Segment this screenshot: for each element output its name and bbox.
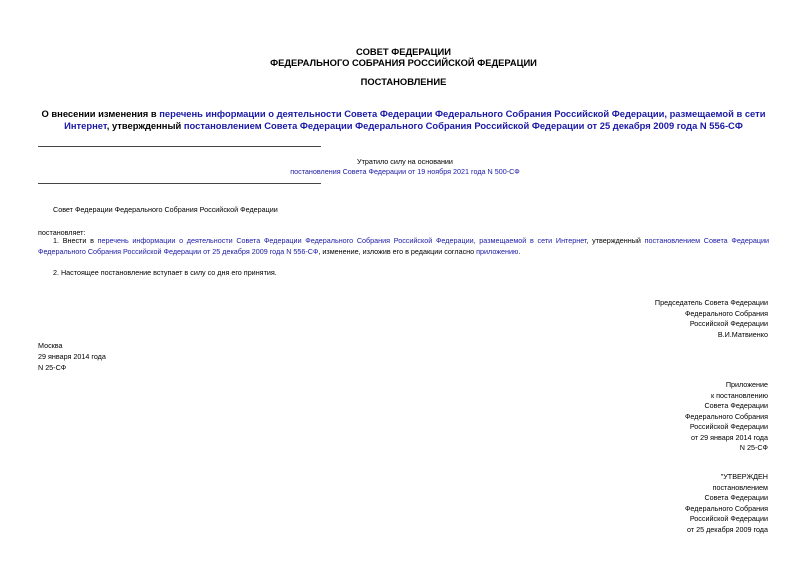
clause-1: [38, 236, 769, 257]
place-date-block: [38, 340, 106, 373]
resolves-text: постановляет:: [38, 228, 86, 237]
appendix-block: [685, 380, 768, 454]
appendix-line2: к постановлению: [710, 390, 768, 400]
appendix-line1: Приложение: [725, 380, 768, 389]
title-link-resolution[interactable]: постановлением Совета Федерации Федерального Собрания Российской Федерации от 25 декабря 2009 года N 556-СФ: [183, 120, 743, 131]
appendix-line5: Российской Федерации: [689, 422, 768, 431]
approved-line5: Российской Федерации: [689, 514, 768, 523]
appendix-line7: N 25-СФ: [739, 443, 768, 452]
signature-position-line2: Федерального Собрания: [684, 308, 768, 318]
repeal-notice-text: Утратило силу на основании: [357, 157, 453, 166]
signature-block: [655, 298, 768, 340]
approved-block: [685, 472, 768, 535]
appendix-line4: Федерального Собрания: [684, 411, 768, 421]
clause-1-link-list[interactable]: перечень информации о деятельности Совета Федерации Федерального Собрания Российской Федерации, размещаемой в сети Интернет: [97, 236, 587, 245]
title-middle: , утвержденный: [106, 120, 184, 131]
document-type: ПОСТАНОВЛЕНИЕ: [360, 76, 447, 87]
clause-1-link-resolution[interactable]: постановлением Совета Федерации Федерального Собрания Российской Федерации от 25 декабря 2009 года N 556-СФ: [38, 236, 769, 256]
adoption-date: 29 января 2014 года: [38, 352, 106, 361]
title-prefix: О внесении изменения в: [41, 108, 160, 119]
approved-line4: Федерального Собрания: [684, 503, 768, 513]
approved-line3: Совета Федерации: [704, 493, 768, 502]
clause-2: 2. Настоящее постановление вступает в силу со дня его принятия.: [53, 268, 277, 277]
signature-position-line1: Председатель Совета Федерации: [654, 298, 768, 307]
document-title: [40, 108, 767, 132]
clause-1-link-appendix[interactable]: приложению: [476, 246, 519, 256]
approved-line6: от 25 декабря 2009 года: [686, 524, 768, 534]
repeal-notice-link[interactable]: постановления Совета Федерации от 19 ноября 2021 года N 500-СФ: [290, 167, 520, 176]
org-name-line1: СОВЕТ ФЕДЕРАЦИИ: [356, 46, 451, 57]
clause-1-prefix: 1. Внести в: [53, 236, 98, 245]
signature-position-line3: Российской Федерации: [689, 319, 768, 328]
clause-1-middle: , утвержденный: [586, 236, 645, 245]
appendix-line6: от 29 января 2014 года: [690, 432, 768, 442]
signatory-name: В.И.Матвиенко: [717, 329, 768, 339]
approved-line1: "УТВЕРЖДЕН: [720, 472, 768, 481]
issuer-text: Совет Федерации Федерального Собрания Российской Федерации: [53, 205, 278, 214]
clause-1-end: .: [518, 246, 521, 256]
clause-1-after: , изменение, изложив его в редакции согласно: [318, 246, 477, 256]
document-number: N 25-СФ: [38, 363, 67, 372]
org-name-line2: ФЕДЕРАЛЬНОГО СОБРАНИЯ РОССИЙСКОЙ ФЕДЕРАЦИИ: [270, 57, 537, 68]
place-city: Москва: [38, 341, 63, 350]
approved-line2: постановлением: [712, 482, 768, 492]
divider-top: [38, 146, 321, 147]
appendix-line3: Совета Федерации: [704, 401, 768, 410]
divider-bottom: [38, 183, 321, 184]
title-link-list[interactable]: перечень информации о деятельности Совета Федерации Федерального Собрания Российской Федерации, размещаемой в сети Интернет: [64, 108, 766, 131]
